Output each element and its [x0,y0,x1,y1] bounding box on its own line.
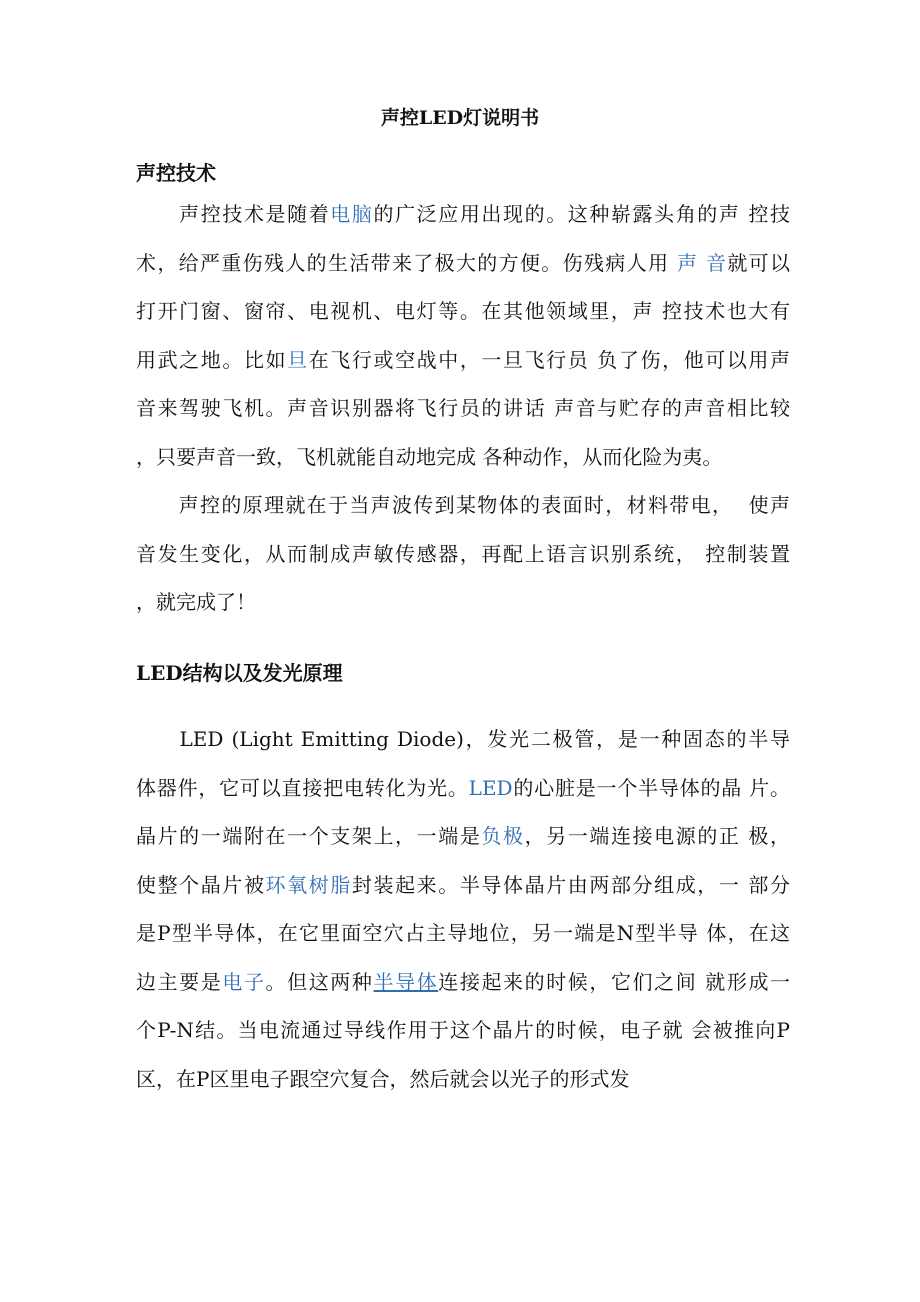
text-run: 。但这两种 [265,969,374,994]
text-line [136,190,790,239]
text-line [136,958,790,1007]
text-run: 个P-N结。当电流通过导线作用于这个晶片的时候，电子就 会被推向P [136,1018,790,1042]
text-run: 是P型半导体，在它里面空穴占主导地位，另一端是N型半导 体，在这 [136,921,790,945]
text-line [136,861,790,910]
hyperlink[interactable]: 环氧树脂 [265,872,352,897]
text-run: 术，给严重伤残人的生活带来了极大的方便。伤残病人用 [136,250,677,275]
text-run: LED (Light Emitting Diode)，发光二极管，是一种固态的半导 [136,727,790,751]
text-run: 晶片的一端附在一个支架上，一端是 [136,824,482,848]
text-run: 打开门窗、窗帘、电视机、电灯等。在其他领域里，声 控技术也大有 [136,299,790,323]
text-line [136,336,790,385]
paragraph [136,715,790,1103]
text-line [136,1055,790,1104]
text-run: 体器件，它可以直接把电转化为光。 [136,775,469,800]
text-run: 在飞行或空战中，一旦飞行员 负了伤，他可以用声 [308,347,791,372]
text-line [136,287,790,336]
text-line [136,1006,790,1055]
hyperlink[interactable]: LED [468,775,513,800]
paragraph [136,481,790,627]
text-line [136,384,790,433]
text-run: ，就完成了！ [136,590,256,614]
text-run: 音来驾驶飞机。声音识别器将飞行员的讲话 声音与贮存的声音相比较 [136,396,790,420]
text-run: 的心脏是一个半导体的晶 片。 [512,775,791,800]
text-line [136,812,790,861]
text-line [136,481,790,530]
text-run: 边主要是 [136,969,223,994]
text-run: 声控的原理就在于当声波传到某物体的表面时，材料带电， 使声 [136,493,790,517]
hyperlink[interactable]: 声 音 [676,250,728,275]
text-run: 连接起来的时候，它们之间 就形成一 [438,969,791,994]
section-heading-voice-control: 声控技术 [136,161,216,185]
hyperlink[interactable]: 电子 [222,969,266,994]
text-line [136,909,790,958]
text-run: ，只要声音一致，飞机就能自动地完成 各种动作，从而化险为夷。 [136,444,723,469]
text-line [136,530,790,579]
paragraph [136,190,790,481]
text-run: 就可以 [727,250,791,275]
text-run: 用武之地。比如 [136,347,288,372]
document-title: 声控LED灯说明书 [380,107,540,129]
text-line [136,715,790,764]
text-line [136,433,790,482]
text-run: 音发生变化，从而制成声敏传感器，再配上语言识别系统， 控制装置 [136,541,790,566]
text-line [136,578,790,627]
section-heading-led-structure: LED结构以及发光原理 [136,661,343,685]
text-line [136,764,790,813]
hyperlink[interactable]: 负极 [481,824,525,848]
text-line [136,239,790,288]
text-run: ，另一端连接电源的正 极， [524,824,791,848]
hyperlink[interactable]: 旦 [287,347,309,372]
text-run: 声控技术是随着 [136,202,331,226]
text-run: 的广泛应用出现的。这种崭露头角的声 控技 [373,202,791,226]
text-run: 区，在P区里电子跟空穴复合，然后就会以光子的形式发 [136,1066,630,1091]
hyperlink[interactable]: 电脑 [330,202,374,226]
text-run: 使整个晶片被 [136,872,266,897]
hyperlink[interactable]: 半导体 [373,969,439,994]
text-run: 封装起来。半导体晶片由两部分组成，一 部分 [351,872,791,897]
